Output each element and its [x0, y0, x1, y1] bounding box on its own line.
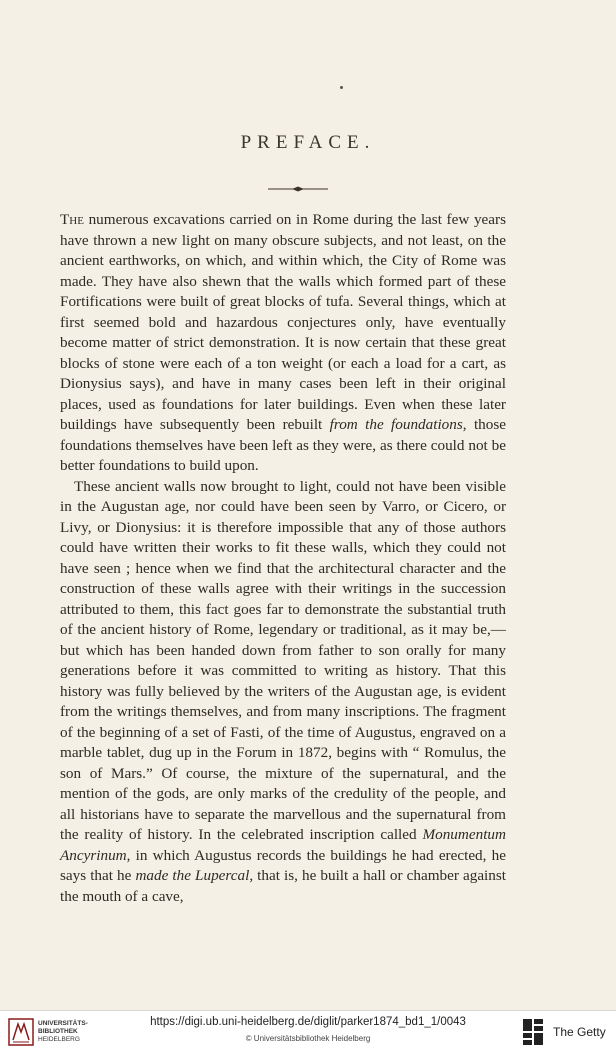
- library-name: UNIVERSITÄTS- BIBLIOTHEK HEIDELBERG: [38, 1020, 88, 1043]
- italic-phrase: from the foundations: [329, 416, 463, 433]
- italic-phrase: made the Lupercal: [135, 867, 250, 884]
- copyright-notice: © Universitätsbibliothek Heidelberg: [245, 1034, 371, 1043]
- viewer-footer: [0, 1010, 616, 1053]
- ornament-rule-icon: [268, 186, 328, 192]
- preface-text: [60, 210, 506, 907]
- paragraph-text: These ancient walls now brought to light, could not have been visible in the Augustan age, nor could have been seen by Varro, or Cicero, or Livy, or Dionysius: it is therefore impossible that any of those authors could have written their works to fit these walls, which they could not have seen ; hence when we find that the architectural character and the construction of these walls agree with their writings in the succession attributed to them, this fact goes far to demonstrate the substantial truth of the ancient history of Rome, legendary or traditional, as it may be,—but which has been handed down from father to son orally for many generations before it was committed to writing as history. That this history was fully believed by the writers of the Augustan age, is evident from the writings themselves, and from many inscriptions. The fragment of the beginning of a set of Fasti, of the time of Augustus, engraved on a marble tablet, dug up in the Forum in 1872, begins with “ Romulus, the son of Mars.” Of course, the mixture of the supernatural, and the mention of the gods, are only marks of the credulity of the people, and all historians have to separate the marvellous and the supernatural from the reality of history. In the celebrated inscription called: [60, 477, 506, 843]
- page-title: PREFACE.: [240, 132, 376, 153]
- partner-name: The Getty: [553, 1025, 606, 1039]
- permalink-url[interactable]: https://digi.ub.uni-heidelberg.de/diglit/parker1874_bd1_1/0043: [150, 1016, 466, 1028]
- paragraph-2: [60, 477, 506, 908]
- paragraph-text: , in which Augustus records the buildings he had erected, he says that he: [60, 846, 506, 884]
- getty-logo-icon: [522, 1018, 544, 1046]
- lead-word: The: [60, 211, 84, 228]
- paragraph-text: , those foundations themselves have been left as they were, as there could not be better foundations to build upon.: [60, 416, 506, 474]
- italic-phrase: Monumentum Ancyrinum: [60, 826, 506, 864]
- paragraph-text: , that is, he built a hall or chamber against the mouth of a cave,: [60, 867, 506, 905]
- paragraph-text: numerous excavations carried on in Rome during the last few years have thrown a new light on many obscure subjects, and not least, on the ancient earthworks, on which, and within which, the City of Rome was made. They have also shewn that the walls which formed part of these Fortifications were built of great blocks of tufa. Several things, which at first seemed bold and hazardous conjectures only, have eventually become matter of strict demonstration. It is now certain that these great blocks of stone were each of a ton weight (or each a load for a cart, as Dionysius says), and have in many cases been left in their original places, used as foundations for later buildings. Even when these later buildings have subsequently been rebuilt: [60, 211, 506, 433]
- ink-speck: [340, 86, 343, 89]
- paragraph-1: [60, 210, 506, 477]
